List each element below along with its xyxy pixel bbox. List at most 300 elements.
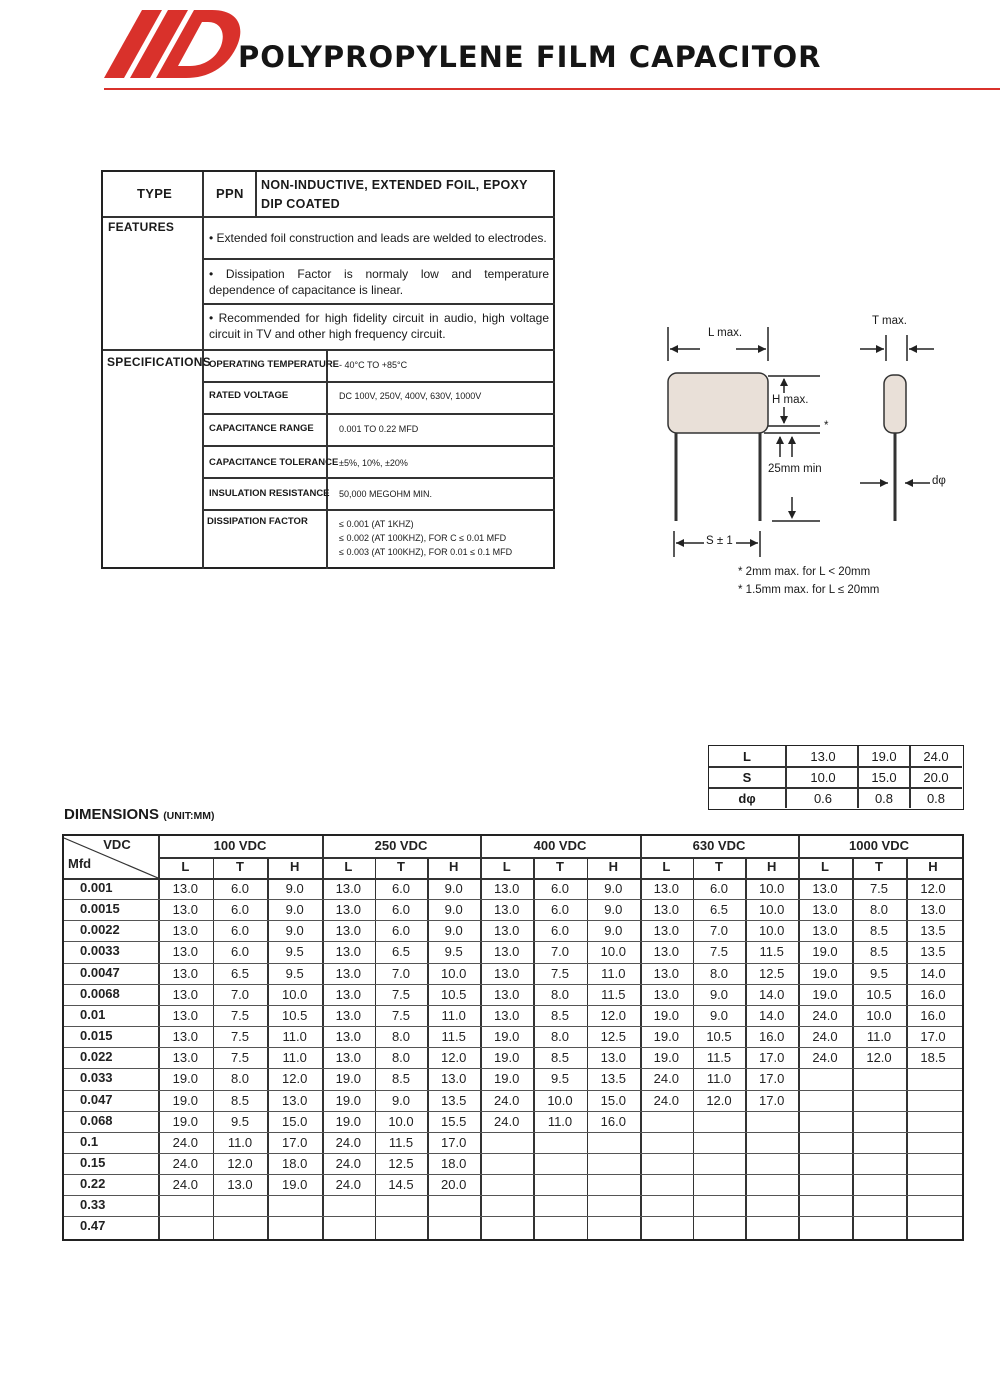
dimension-value: 14.5 [388, 1177, 414, 1193]
dimension-value: 9.0 [285, 923, 304, 939]
spec-value: 50,000 MEGOHM MIN. [339, 489, 433, 499]
dimension-value: 10.0 [282, 986, 308, 1002]
voltage-header: 400 VDC [533, 838, 587, 853]
divider [64, 1068, 962, 1069]
dimension-value: 19.0 [172, 1113, 198, 1129]
dimension-value: 11.0 [282, 1029, 307, 1045]
dimension-value: 9.0 [285, 881, 304, 896]
dimension-value: 13.0 [335, 881, 361, 896]
divider [64, 1174, 962, 1175]
dimension-value: 9.5 [230, 1113, 250, 1129]
dimension-value: 7.5 [391, 1007, 411, 1023]
mfd-value: 0.068 [80, 1112, 113, 1128]
dimension-value: 13.0 [172, 944, 198, 960]
spec-name: CAPACITANCE RANGE [209, 423, 314, 434]
sub-header: T [397, 859, 405, 874]
dimension-value: 7.5 [391, 986, 411, 1002]
dimension-value: 8.5 [230, 1092, 250, 1108]
diagram-note: * 2mm max. for L < 20mm [738, 566, 871, 578]
star-mark: * [824, 420, 829, 432]
dimension-value: 11.5 [759, 944, 784, 960]
mfd-value: 0.0068 [80, 985, 120, 1001]
feature-item: • Extended foil construction and leads are welded to electrodes. [209, 231, 547, 245]
divider [203, 413, 555, 415]
dimension-value: 20.0 [441, 1177, 467, 1193]
df-line: ≤ 0.002 (AT 100KHZ), FOR C ≤ 0.01 MFD [339, 533, 507, 543]
dimension-value: 9.0 [604, 923, 623, 939]
dimension-value: 13.0 [812, 923, 838, 939]
page-title: POLYPROPYLENE FILM CAPACITOR [238, 40, 822, 74]
dimension-value: 13.0 [335, 1029, 361, 1045]
dimension-value: 13.0 [335, 1050, 361, 1066]
t-max-label: T max. [872, 315, 907, 327]
lsd-value: 15.0 [871, 770, 897, 785]
dimension-value: 11.0 [866, 1029, 892, 1045]
dimension-value: 13.0 [812, 902, 838, 918]
dimension-value: 12.0 [441, 1050, 467, 1066]
mfd-value: 0.0015 [80, 901, 120, 917]
dimension-value: 24.0 [812, 1050, 838, 1066]
dimension-value: 16.0 [759, 1029, 785, 1045]
dimension-value: 10.0 [759, 923, 785, 939]
dimension-value: 10.0 [388, 1113, 414, 1129]
mfd-value: 0.015 [80, 1028, 113, 1044]
lsd-value: 0.8 [926, 791, 946, 806]
dimension-value: 6.0 [550, 902, 570, 918]
dimension-value: 11.0 [282, 1050, 307, 1066]
spec-value: - 40°C TO +85°C [339, 360, 408, 370]
dimension-value: 9.0 [391, 1092, 411, 1108]
type-code: PPN [216, 186, 244, 201]
dimension-value: 19.0 [172, 1092, 198, 1108]
dimension-value: 13.0 [172, 1050, 198, 1066]
dimension-value: 13.5 [600, 1071, 626, 1087]
spec-name: OPERATING TEMPERATURE [209, 359, 340, 370]
lsd-value: 20.0 [923, 770, 949, 785]
dimension-value: 10.0 [547, 1092, 573, 1108]
dimension-value: 6.0 [230, 881, 250, 896]
divider [64, 1195, 962, 1196]
dimension-value: 8.0 [391, 1029, 411, 1045]
dimension-value: 9.0 [709, 1007, 729, 1023]
dimension-value: 13.0 [494, 944, 520, 960]
lsd-value: 13.0 [810, 749, 836, 764]
divider [64, 984, 962, 985]
dimension-value: 13.0 [172, 986, 198, 1002]
dimension-value: 16.0 [600, 1113, 626, 1129]
dimension-value: 12.0 [706, 1092, 732, 1108]
dimension-value: 24.0 [335, 1177, 361, 1193]
dimension-value: 24.0 [172, 1177, 198, 1193]
divider [203, 445, 555, 447]
dimension-value: 14.0 [759, 1007, 785, 1023]
feature-item: • Recommended for high fidelity circuit in audio, high voltage circuit in TV and other high frequency circuit. [209, 311, 549, 341]
divider [103, 349, 555, 351]
type-desc-line1: NON-INDUCTIVE, EXTENDED FOIL, EPOXY [261, 178, 528, 192]
dimension-value: 8.0 [869, 902, 889, 918]
dimension-value: 14.0 [920, 965, 946, 981]
dimension-value: 12.0 [866, 1050, 892, 1066]
dimension-value: 15.5 [441, 1113, 467, 1129]
dimension-value: 13.0 [920, 902, 946, 918]
sub-header: L [344, 859, 353, 874]
dimension-value: 9.0 [285, 902, 304, 918]
mfd-value: 0.33 [80, 1197, 106, 1213]
dimension-value: 13.0 [335, 902, 361, 918]
dimension-value: 9.0 [604, 902, 623, 918]
dimension-value: 12.0 [282, 1071, 308, 1087]
dimension-value: 9.0 [604, 881, 623, 896]
dimension-value: 24.0 [335, 1155, 361, 1171]
dimension-value: 24.0 [653, 1071, 679, 1087]
dimension-value: 13.0 [172, 923, 198, 939]
dimension-value: 6.5 [230, 965, 250, 981]
sub-header: T [556, 859, 564, 874]
sub-header: L [821, 859, 829, 874]
dimension-value: 13.0 [335, 923, 361, 939]
divider [203, 258, 555, 260]
dimension-value: 12.5 [600, 1029, 626, 1045]
voltage-header: 630 VDC [692, 838, 746, 853]
dimension-value: 19.0 [494, 1071, 520, 1087]
dimension-value: 7.5 [869, 881, 889, 896]
dimension-value: 13.0 [335, 944, 361, 960]
dimension-value: 19.0 [335, 1092, 361, 1108]
brand-logo [104, 4, 244, 80]
dimension-value: 17.0 [282, 1134, 308, 1150]
divider [203, 509, 555, 511]
divider [64, 1047, 962, 1048]
dimension-value: 24.0 [653, 1092, 679, 1108]
mfd-value: 0.01 [80, 1006, 106, 1022]
mfd-value: 0.033 [80, 1070, 113, 1086]
h-max-label: H max. [772, 394, 809, 406]
lsd-value: 10.0 [810, 770, 836, 785]
dimension-value: 7.5 [230, 1007, 250, 1023]
dimension-value: 13.0 [653, 965, 679, 981]
spec-value: ±5%, 10%, ±20% [339, 458, 408, 468]
dimension-value: 13.0 [335, 986, 361, 1002]
dimension-value: 6.0 [230, 944, 250, 960]
d-phi-label: dφ [932, 475, 946, 487]
dimension-value: 13.0 [653, 923, 679, 939]
dimension-value: 8.5 [869, 923, 889, 939]
dimension-value: 17.0 [441, 1134, 467, 1150]
dimension-value: 24.0 [812, 1007, 838, 1023]
dimension-value: 19.0 [494, 1029, 520, 1045]
dimension-value: 11.5 [706, 1050, 732, 1066]
dimension-value: 9.0 [444, 902, 463, 918]
dimension-value: 16.0 [920, 986, 946, 1002]
mfd-value: 0.022 [80, 1049, 113, 1065]
dimension-value: 6.0 [391, 902, 411, 918]
dimension-value: 8.0 [230, 1071, 250, 1087]
spec-name: DISSIPATION FACTOR [207, 516, 308, 527]
dimension-value: 11.0 [706, 1071, 732, 1087]
dimension-value: 9.0 [709, 986, 729, 1002]
dimension-value: 13.0 [494, 881, 520, 896]
diagram-note: * 1.5mm max. for L ≤ 20mm [738, 584, 880, 596]
dimension-value: 13.0 [172, 1029, 198, 1045]
dimension-value: 19.0 [812, 965, 838, 981]
dimension-value: 6.0 [550, 923, 570, 939]
sub-header: H [608, 859, 619, 874]
dimension-value: 13.0 [653, 881, 679, 896]
voltage-header: 100 VDC [213, 838, 267, 853]
dimensions-table [62, 834, 964, 1241]
sub-header: T [236, 859, 244, 874]
divider [64, 963, 962, 964]
dimension-value: 7.5 [230, 1050, 250, 1066]
dimension-value: 8.0 [550, 1029, 570, 1045]
dimension-value: 10.0 [866, 1007, 892, 1023]
dimension-value: 6.0 [230, 902, 250, 918]
divider [64, 941, 962, 942]
mfd-value: 0.1 [80, 1133, 99, 1149]
dimension-value: 9.5 [869, 965, 889, 981]
dimension-value: 13.0 [494, 1007, 520, 1023]
s-label: S ± 1 [706, 535, 733, 547]
dimension-value: 19.0 [282, 1177, 308, 1193]
mfd-value: 0.0022 [80, 922, 120, 938]
dimension-value: 10.5 [866, 986, 892, 1002]
dimension-value: 17.0 [759, 1092, 785, 1108]
divider [255, 172, 257, 216]
capacitor-diagram [660, 305, 980, 605]
voltage-header: 250 VDC [374, 838, 428, 853]
dimension-value: 6.5 [709, 902, 729, 918]
dimension-value: 16.0 [920, 1007, 946, 1023]
divider [709, 787, 962, 789]
dimension-value: 13.0 [494, 902, 520, 918]
dimension-value: 10.0 [441, 965, 467, 981]
mfd-value: 0.0033 [80, 943, 120, 959]
lead-length-label: 25mm min [768, 463, 822, 475]
spec-name: RATED VOLTAGE [209, 390, 289, 401]
divider [64, 1153, 962, 1154]
dimension-value: 13.0 [494, 965, 520, 981]
dimension-value: 13.0 [172, 1007, 198, 1023]
lsd-label: dφ [738, 791, 756, 806]
dimension-value: 19.0 [812, 944, 838, 960]
sub-header: H [766, 859, 777, 874]
divider [203, 303, 555, 305]
dimension-value: 24.0 [812, 1029, 838, 1045]
dimension-value: 19.0 [172, 1071, 198, 1087]
dimension-value: 10.5 [282, 1007, 308, 1023]
dimension-value: 13.0 [172, 902, 198, 918]
dimension-value: 19.0 [812, 986, 838, 1002]
dimension-value: 11.0 [441, 1007, 466, 1023]
dimensions-unit: (UNIT:MM) [163, 810, 215, 822]
dimension-value: 9.5 [550, 1071, 570, 1087]
dimension-value: 19.0 [653, 1029, 679, 1045]
capacitor-drawing [660, 305, 980, 565]
dimension-value: 24.0 [494, 1092, 520, 1108]
divider [785, 746, 787, 808]
dimension-value: 12.5 [388, 1155, 414, 1171]
sub-header: T [875, 859, 883, 874]
dimension-value: 7.0 [709, 923, 729, 939]
sub-header: L [502, 859, 511, 874]
dimensions-title-text: DIMENSIONS [64, 806, 160, 823]
divider [64, 1090, 962, 1091]
dimension-value: 12.0 [227, 1155, 253, 1171]
df-line: ≤ 0.001 (AT 1KHZ) [339, 519, 414, 529]
dimension-value: 8.5 [550, 1007, 570, 1023]
dimension-value: 13.0 [335, 1007, 361, 1023]
dimension-value: 8.0 [391, 1050, 411, 1066]
divider [202, 172, 204, 569]
dimension-value: 18.5 [920, 1050, 946, 1066]
dimension-value: 10.0 [759, 902, 785, 918]
dimension-value: 12.5 [759, 965, 785, 981]
spec-value: DC 100V, 250V, 400V, 630V, 1000V [339, 391, 482, 401]
type-desc-line2: DIP COATED [261, 197, 340, 211]
lsd-label: L [743, 749, 751, 764]
dimension-value: 18.0 [441, 1155, 467, 1171]
dimension-value: 8.5 [391, 1071, 411, 1087]
dimension-value: 13.0 [172, 881, 198, 896]
vdc-label: VDC [103, 837, 131, 852]
dimension-value: 7.5 [550, 965, 570, 981]
dimension-value: 13.0 [653, 986, 679, 1002]
dimension-value: 11.0 [547, 1113, 573, 1129]
dimension-value: 13.5 [920, 923, 946, 939]
dimension-value: 17.0 [759, 1050, 785, 1066]
dimension-value: 13.0 [494, 923, 520, 939]
dimension-value: 11.5 [601, 986, 626, 1002]
spec-value: 0.001 TO 0.22 MFD [339, 424, 419, 434]
dimension-value: 13.0 [335, 965, 361, 981]
divider [103, 216, 555, 218]
sub-header: H [928, 859, 938, 874]
mfd-value: 0.47 [80, 1218, 106, 1234]
dimension-value: 7.0 [230, 986, 250, 1002]
feature-item: • Dissipation Factor is normaly low and temperature dependence of capacitance is linear. [209, 267, 549, 297]
dimension-value: 19.0 [335, 1071, 361, 1087]
specifications-label: SPECIFICATIONS [107, 355, 211, 369]
dimension-value: 14.0 [759, 986, 785, 1002]
sub-header: L [181, 859, 190, 874]
dimension-value: 7.0 [550, 944, 570, 960]
dimension-value: 11.0 [601, 965, 626, 981]
dimension-value: 13.0 [600, 1050, 626, 1066]
dimension-value: 10.0 [600, 944, 626, 960]
mfd-value: 0.22 [80, 1176, 106, 1192]
features-label: FEATURES [108, 220, 175, 234]
dimension-value: 18.0 [282, 1155, 308, 1171]
dimension-value: 10.5 [441, 986, 467, 1002]
divider [203, 477, 555, 479]
dimension-value: 8.0 [550, 986, 570, 1002]
mfd-value: 0.15 [80, 1154, 106, 1170]
dimension-value: 9.5 [285, 965, 304, 981]
dimension-value: 24.0 [172, 1155, 198, 1171]
divider [64, 899, 962, 900]
dimension-value: 13.0 [653, 902, 679, 918]
dimension-value: 8.5 [869, 944, 889, 960]
mfd-value: 0.0047 [80, 964, 120, 980]
dimension-value: 13.0 [812, 881, 838, 896]
voltage-header: 1000 VDC [849, 838, 909, 853]
spec-name: CAPACITANCE TOLERANCE [209, 457, 339, 468]
dimension-value: 10.5 [706, 1029, 732, 1045]
dimension-value: 6.0 [230, 923, 250, 939]
header-rule [104, 88, 1000, 90]
dimension-value: 7.0 [391, 965, 411, 981]
divider [64, 1132, 962, 1133]
dimension-value: 11.0 [227, 1134, 253, 1150]
divider [64, 1216, 962, 1217]
dimensions-title [64, 806, 215, 823]
dimension-value: 13.5 [441, 1092, 467, 1108]
sub-header: H [448, 859, 459, 874]
divider [64, 1026, 962, 1027]
dimension-value: 6.0 [550, 881, 570, 896]
dimension-value: 9.0 [444, 923, 463, 939]
dimension-value: 13.0 [653, 944, 679, 960]
dimension-value: 13.0 [441, 1071, 467, 1087]
dimension-value: 6.0 [391, 923, 411, 939]
dimension-value: 24.0 [335, 1134, 361, 1150]
dimension-value: 13.0 [227, 1177, 253, 1193]
sub-header: L [662, 859, 671, 874]
dimension-value: 11.5 [441, 1029, 466, 1045]
dimension-value: 9.5 [444, 944, 463, 960]
dimension-value: 19.0 [653, 1007, 679, 1023]
lsd-value: 24.0 [923, 749, 949, 764]
divider [709, 766, 962, 768]
dimension-value: 7.5 [230, 1029, 250, 1045]
mfd-value: 0.001 [80, 880, 113, 895]
type-label: TYPE [137, 186, 173, 201]
sub-header: T [715, 859, 723, 874]
dimension-value: 19.0 [335, 1113, 361, 1129]
dimension-value: 8.5 [550, 1050, 570, 1066]
dimension-value: 9.5 [285, 944, 304, 960]
spec-table [101, 170, 555, 569]
dimension-value: 17.0 [759, 1071, 785, 1087]
dimension-value: 15.0 [282, 1113, 308, 1129]
divider [64, 878, 962, 880]
lsd-value: 0.6 [813, 791, 833, 806]
dimension-value: 8.0 [709, 965, 729, 981]
dimension-value: 19.0 [494, 1050, 520, 1066]
divider [64, 1005, 962, 1006]
dimension-value: 6.0 [391, 881, 411, 896]
divider [64, 1111, 962, 1112]
dimension-value: 9.0 [444, 881, 463, 896]
dimension-value: 24.0 [172, 1134, 198, 1150]
dimension-value: 13.0 [494, 986, 520, 1002]
divider [64, 920, 962, 921]
dimension-value: 13.5 [920, 944, 946, 960]
dimension-value: 19.0 [653, 1050, 679, 1066]
mfd-value: 0.047 [80, 1091, 113, 1107]
dimension-value: 12.0 [920, 881, 946, 896]
dimension-value: 24.0 [494, 1113, 520, 1129]
sub-header: H [289, 859, 300, 874]
dimension-value: 17.0 [920, 1029, 946, 1045]
df-line: ≤ 0.003 (AT 100KHZ), FOR 0.01 ≤ 0.1 MFD [339, 547, 513, 557]
dimension-value: 11.5 [388, 1134, 414, 1150]
dimension-value: 6.5 [391, 944, 411, 960]
dimension-value: 15.0 [600, 1092, 626, 1108]
l-max-label: L max. [708, 327, 743, 339]
divider [203, 381, 555, 383]
lsd-value: 19.0 [871, 749, 897, 764]
